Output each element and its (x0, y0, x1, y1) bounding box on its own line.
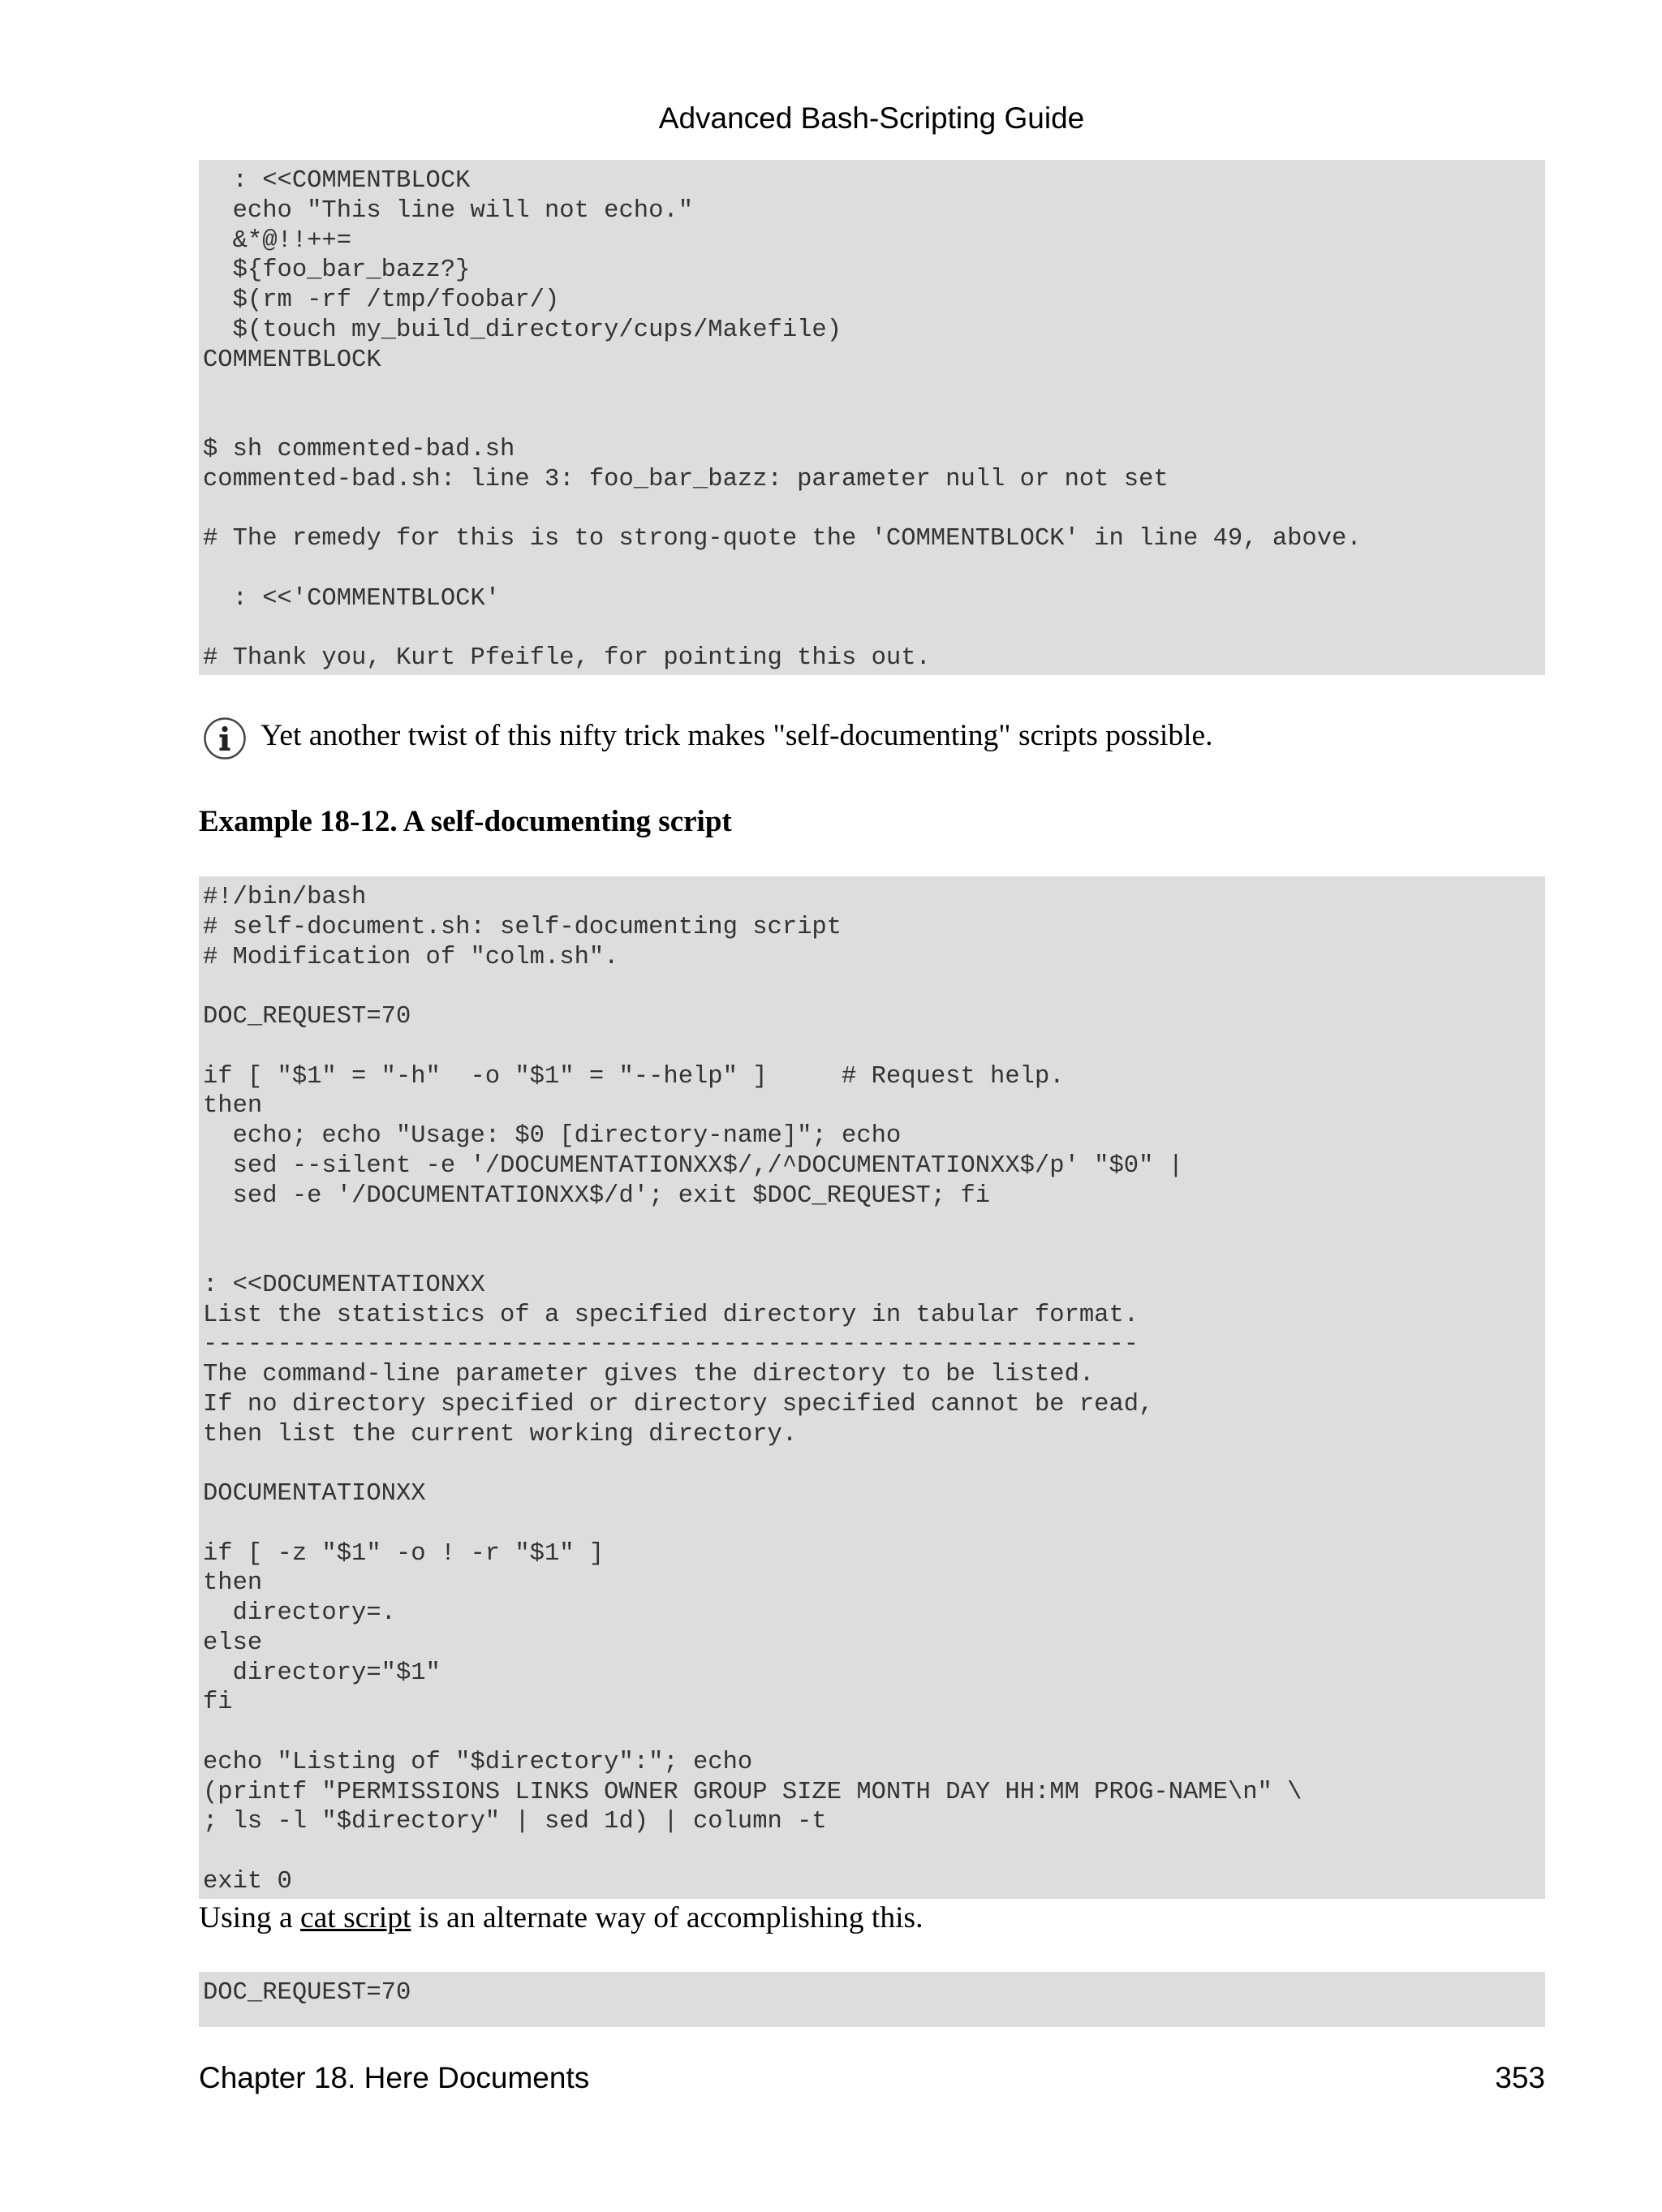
paragraph-cat-script (199, 1897, 923, 1939)
cat-script-link[interactable]: cat script (300, 1901, 411, 1934)
info-icon (203, 717, 247, 760)
running-header: Advanced Bash-Scripting Guide (658, 101, 1085, 135)
code-block-comment-example: : <<COMMENTBLOCK echo "This line will not echo." &*@!!++= ${foo_bar_bazz?} $(rm -rf /tmp/foobar/) $(touch my_build_directory/cups/Makefile) COMMENTBLOCK $ sh commented-bad.sh commented-bad.sh: line 3: foo_bar_bazz: parameter null or not set # The remedy for this is to strong-quote the 'COMMENTBLOCK' in line 49, above. : <<'COMMENTBLOCK' # Thank you, Kurt Pfeifle, for pointing this out. (199, 160, 1545, 675)
code-block-self-document-script: #!/bin/bash # self-document.sh: self-documenting script # Modification of "colm.sh". DOC_REQUEST=70 if [ "$1" = "-h" -o "$1" = "--help" ] # Request help. then echo; echo "Usage: $0 [directory-name]"; echo sed --silent -e '/DOCUMENTATIONXX$/,/^DOCUMENTATIONXX$/p' "$0" | sed -e '/DOCUMENTATIONXX$/d'; exit $DOC_REQUEST; fi : <<DOCUMENTATIONXX List the statistics of a specified directory in tabular format. --------------------------------------------------------------- The command-line parameter gives the directory to be listed. If no directory specified or directory specified cannot be read, then list the current working directory. DOCUMENTATIONXX if [ -z "$1" -o ! -r "$1" ] then directory=. else directory="$1" fi echo "Listing of "$directory":"; echo (printf "PERMISSIONS LINKS OWNER GROUP SIZE MONTH DAY HH:MM PROG-NAME\n" \ ; ls -l "$directory" | sed 1d) | column -t exit 0 (199, 876, 1545, 1899)
footer-chapter: Chapter 18. Here Documents (199, 2061, 590, 2094)
paragraph-text-before: Using a (199, 1901, 300, 1934)
code-block-doc-request: DOC_REQUEST=70 (199, 1972, 1545, 2027)
note (203, 715, 1542, 764)
note-text: Yet another twist of this nifty trick makes "self-documenting" scripts possible. (260, 719, 1213, 752)
example-title: Example 18-12. A self-documenting script (199, 805, 732, 838)
footer-page-number: 353 (1495, 2061, 1545, 2094)
paragraph-text-after: is an alternate way of accomplishing this. (411, 1901, 924, 1934)
